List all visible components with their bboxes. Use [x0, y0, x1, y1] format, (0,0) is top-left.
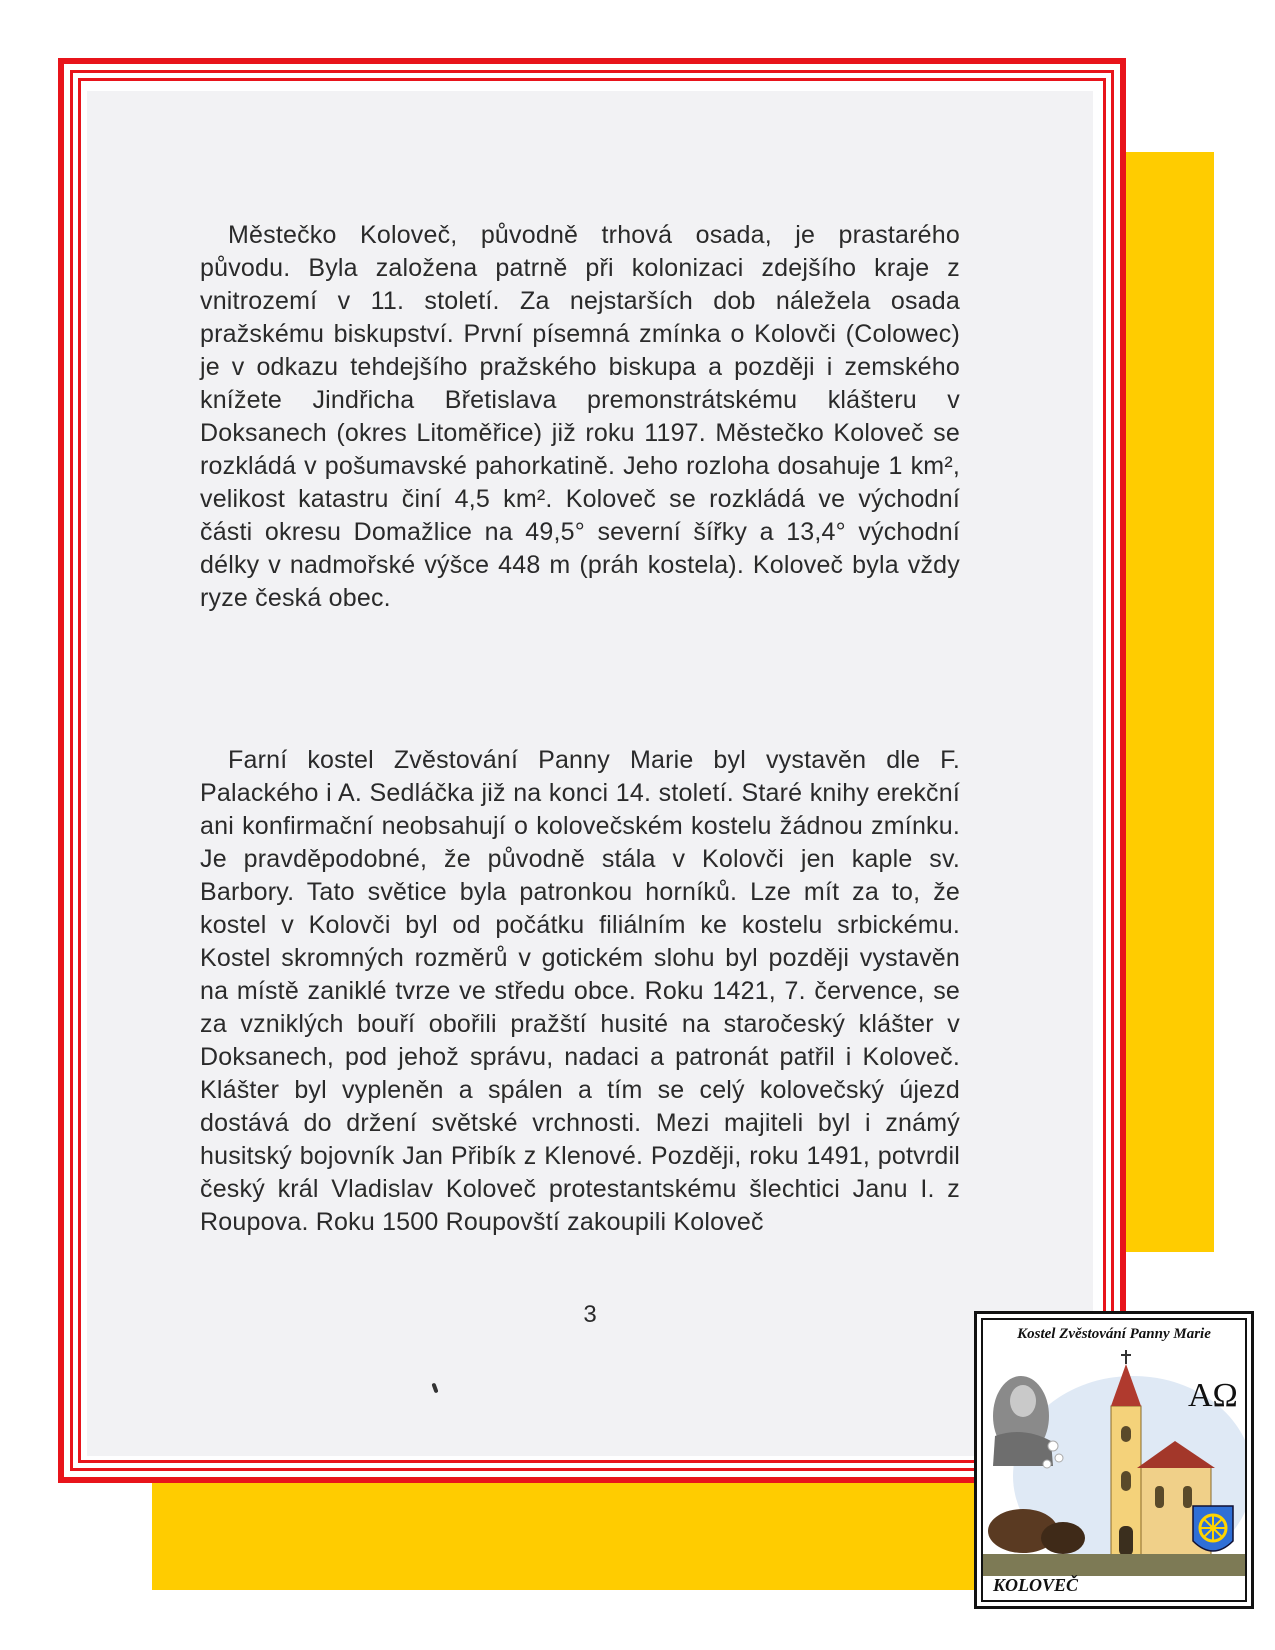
- paragraph-2: Farní kostel Zvěstování Panny Marie byl vystavěn dle F. Palackého i A. Sedláčka již na konci 14. století. Staré knihy erekční ani konfirmační neobsahují o kolovečském kostelu žádnou zmínku. Je pravděpodobné, že původně stála v Kolovči jen kaple sv. Barbory. Tato světice byla patronkou horníků. Lze mít za to, že kostel v Kolovči byl od počátku filiálním ke kostelu srbickému. Kostel skromných rozměrů v gotickém slohu byl později vystavěn na místě zaniklé tvrze ve středu obce. Roku 1421, 7. července, se za vzniklých bouří obořili pražští husité na staročeský klášter v Doksanech, pod jehož správu, nadaci a patronát patřil i Koloveč. Klášter byl vypleněn a spálen a tím se celý kolovečský újezd dostává do držení světské vrchnosti. Mezi majiteli byl i známý husitský bojovník Jan Přibík z Klenové. Později, roku 1491, potvrdil český král Vladislav Koloveč protestantskému šlechtici Janu I. z Roupova. Roku 1500 Roupovští zakoupili Koloveč: [200, 746, 960, 1236]
- scanned-page: [87, 91, 1093, 1456]
- church-badge: [974, 1311, 1254, 1609]
- ground: [983, 1554, 1247, 1576]
- badge-inner: [981, 1318, 1247, 1602]
- badge-town-name: KOLOVEČ: [993, 1575, 1079, 1595]
- paragraph-1: Městečko Koloveč, původně trhová osada, je prastarého původu. Byla založena patrně při kolonizaci zdejšího kraje z vnitrozemí v 11. století. Za nejstarších dob náležela osada pražskému biskupství. První písemná zmínka o Kolovči (Colowec) je v odkazu tehdejšího pražského biskupa a později i zemského knížete Jindřicha Břetislava premonstrátskému klášteru v Doksanech (okres Litoměřice) již roku 1197. Městečko Koloveč se rozkládá v pošumavské pahorkatině. Jeho rozloha dosahuje 1 km², velikost katastru činí 4,5 km². Koloveč se rozkládá ve východní části okresu Domažlice na 49,5° severní šířky a 13,4° východní délky v nadmořské výšce 448 m (práh kostela). Koloveč byla vždy ryze česká obec.: [200, 221, 960, 612]
- ink-speck: [431, 1383, 438, 1394]
- alpha-omega-symbol: AΩ: [1188, 1377, 1238, 1414]
- coat-of-arms: [1193, 1506, 1233, 1551]
- church-illustration: [983, 1346, 1247, 1576]
- madonna-figure: [993, 1376, 1053, 1466]
- page-number: 3: [583, 1301, 597, 1328]
- badge-title: Kostel Zvěstování Panny Marie: [1017, 1326, 1211, 1342]
